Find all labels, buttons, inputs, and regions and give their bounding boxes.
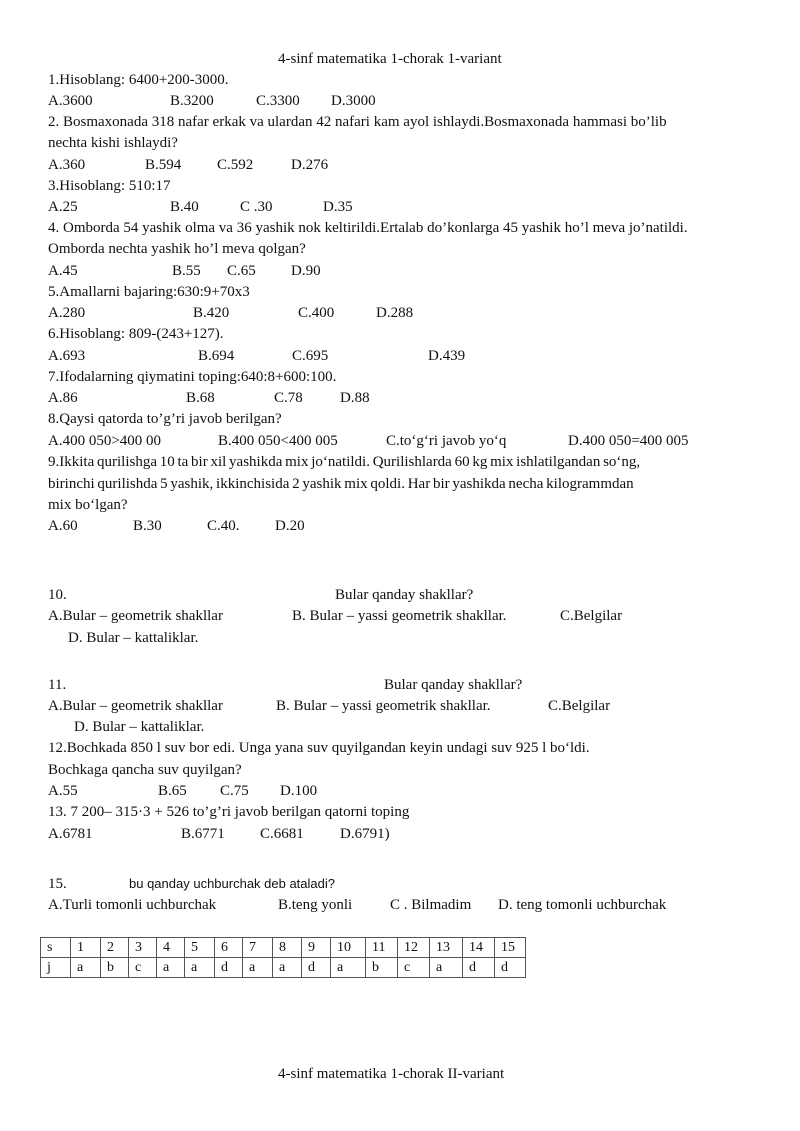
option-a: A.55: [48, 783, 78, 799]
option-c: C.75: [220, 783, 249, 799]
option-b: B.30: [133, 518, 162, 534]
question-11-text: Bular qanday shakllar?: [384, 677, 523, 693]
answer-key-row-numbers: [41, 938, 526, 958]
table-cell: 4: [157, 938, 185, 958]
option-d: D.6791): [340, 826, 390, 842]
question-13-text: 13. 7 200– 315·3 + 526 to’g’ri javob berilgan qatorni toping: [48, 804, 410, 820]
option-b: B.68: [186, 390, 215, 406]
answer-key-table: [40, 937, 526, 978]
option-a: A.60: [48, 518, 78, 534]
option-b: B. Bular – yassi geometrik shakllar.: [292, 608, 507, 624]
question-2-text-cont: nechta kishi ishlaydi?: [48, 135, 178, 151]
option-b: B.400 050<400 005: [218, 433, 338, 449]
table-cell: a: [71, 958, 101, 978]
question-10-text: Bular qanday shakllar?: [335, 587, 474, 603]
table-cell: c: [398, 958, 430, 978]
option-a: A.25: [48, 199, 78, 215]
option-a: A.360: [48, 157, 86, 173]
question-10-option-d: D. Bular – kattaliklar.: [68, 630, 199, 646]
table-cell: a: [157, 958, 185, 978]
table-cell: 8: [273, 938, 302, 958]
option-b: B.55: [172, 263, 201, 279]
option-c: C.40.: [207, 518, 240, 534]
option-a: A.Bular – geometrik shakllar: [48, 698, 223, 714]
option-a: A.400 050>400 00: [48, 433, 162, 449]
question-6-text: 6.Hisoblang: 809-(243+127).: [48, 326, 224, 342]
table-cell: 6: [215, 938, 243, 958]
table-cell: b: [366, 958, 398, 978]
option-b: B.694: [198, 348, 235, 364]
question-9-text-cont2: mix bo‘lgan?: [48, 497, 128, 513]
question-4-text-cont: Omborda nechta yashik ho’l meva qolgan?: [48, 241, 306, 257]
option-b: B.65: [158, 783, 187, 799]
table-cell: c: [129, 958, 157, 978]
option-b: B.6771: [181, 826, 225, 842]
table-cell: 12: [398, 938, 430, 958]
question-11-number: 11.: [48, 677, 67, 693]
table-cell: 1: [71, 938, 101, 958]
option-a: A.Turli tomonli uchburchak: [48, 897, 217, 913]
option-d: D.90: [291, 263, 321, 279]
option-b: B.teng yonli: [278, 897, 353, 913]
option-d: D.100: [280, 783, 318, 799]
table-cell: a: [331, 958, 366, 978]
option-a: A.45: [48, 263, 78, 279]
table-cell: d: [302, 958, 331, 978]
table-cell: j: [41, 958, 71, 978]
option-c: C . Bilmadim: [390, 897, 472, 913]
table-cell: s: [41, 938, 71, 958]
question-12-text-cont: Bochkaga qancha suv quyilgan?: [48, 762, 242, 778]
table-cell: 9: [302, 938, 331, 958]
option-c: C.400: [298, 305, 335, 321]
table-cell: 10: [331, 938, 366, 958]
option-d: D.88: [340, 390, 370, 406]
question-2-text: 2. Bosmaxonada 318 nafar erkak va ulardan 42 nafari kam ayol ishlaydi.Bosmaxonada hammasi bo’lib: [48, 114, 667, 130]
question-15-text: bu qanday uchburchak deb ataladi?: [129, 876, 335, 891]
table-cell: a: [185, 958, 215, 978]
question-1-text: 1.Hisoblang: 6400+200-3000.: [48, 72, 229, 88]
option-d: D.3000: [331, 93, 376, 109]
question-8-text: 8.Qaysi qatorda to’g’ri javob berilgan?: [48, 411, 282, 427]
question-9-text-cont: birinchi qurilishda 5 yashik, ikkinchisida 2 yashik mix qoldi. Har bir yashikda necha kilogrammdan: [48, 476, 634, 492]
option-b: B. Bular – yassi geometrik shakllar.: [276, 698, 491, 714]
table-cell: b: [101, 958, 129, 978]
option-c: C.695: [292, 348, 329, 364]
table-cell: a: [273, 958, 302, 978]
table-cell: a: [243, 958, 273, 978]
option-d: D. teng tomonli uchburchak: [498, 897, 667, 913]
option-c: C.to‘g‘ri javob yo‘q: [386, 433, 507, 449]
table-cell: 15: [495, 938, 526, 958]
option-a: A.6781: [48, 826, 93, 842]
table-cell: d: [463, 958, 495, 978]
option-d: D.276: [291, 157, 329, 173]
table-cell: d: [495, 958, 526, 978]
option-a: A.280: [48, 305, 86, 321]
option-c: C.78: [274, 390, 303, 406]
page-title: 4-sinf matematika 1-chorak 1-variant: [278, 51, 502, 67]
table-cell: 3: [129, 938, 157, 958]
option-b: B.594: [145, 157, 182, 173]
option-c: C.Belgilar: [560, 608, 623, 624]
table-cell: 13: [430, 938, 463, 958]
option-c: C.592: [217, 157, 254, 173]
option-a: A.693: [48, 348, 86, 364]
question-3-text: 3.Hisoblang: 510:17: [48, 178, 171, 194]
next-variant-title: 4-sinf matematika 1-chorak II-variant: [278, 1066, 505, 1082]
option-d: D.288: [376, 305, 414, 321]
question-4-text: 4. Omborda 54 yashik olma va 36 yashik nok keltirildi.Ertalab do’konlarga 45 yashik ho’l meva jo’natildi.: [48, 220, 688, 236]
table-cell: 11: [366, 938, 398, 958]
question-7-text: 7.Ifodalarning qiymatini toping:640:8+600:100.: [48, 369, 337, 385]
table-cell: d: [215, 958, 243, 978]
option-d: D.400 050=400 005: [568, 433, 689, 449]
question-5-text: 5.Amallarni bajaring:630:9+70x3: [48, 284, 250, 300]
table-cell: a: [430, 958, 463, 978]
question-12-text: 12.Bochkada 850 l suv bor edi. Unga yana suv quyilgandan keyin undagi suv 925 l bo‘ldi.: [48, 740, 590, 756]
option-a: A.3600: [48, 93, 93, 109]
option-c: C .30: [240, 199, 273, 215]
question-9-text: 9.Ikkita qurilishga 10 ta bir xil yashikda mix jo‘natildi. Qurilishlarda 60 kg mix ishlatilgandan so‘ng,: [48, 454, 641, 470]
option-a: A.Bular – geometrik shakllar: [48, 608, 223, 624]
option-d: D.439: [428, 348, 466, 364]
option-c: C.6681: [260, 826, 304, 842]
answer-key-row-answers: [41, 958, 526, 978]
option-a: A.86: [48, 390, 78, 406]
option-c: C.Belgilar: [548, 698, 611, 714]
question-11-option-d: D. Bular – kattaliklar.: [74, 719, 205, 735]
table-cell: 5: [185, 938, 215, 958]
question-10-number: 10.: [48, 587, 67, 603]
table-cell: 14: [463, 938, 495, 958]
option-b: B.420: [193, 305, 230, 321]
option-c: C.3300: [256, 93, 300, 109]
option-d: D.35: [323, 199, 353, 215]
option-b: B.40: [170, 199, 199, 215]
table-cell: 7: [243, 938, 273, 958]
option-c: C.65: [227, 263, 256, 279]
option-d: D.20: [275, 518, 305, 534]
table-cell: 2: [101, 938, 129, 958]
question-15-number: 15.: [48, 876, 67, 892]
option-b: B.3200: [170, 93, 214, 109]
